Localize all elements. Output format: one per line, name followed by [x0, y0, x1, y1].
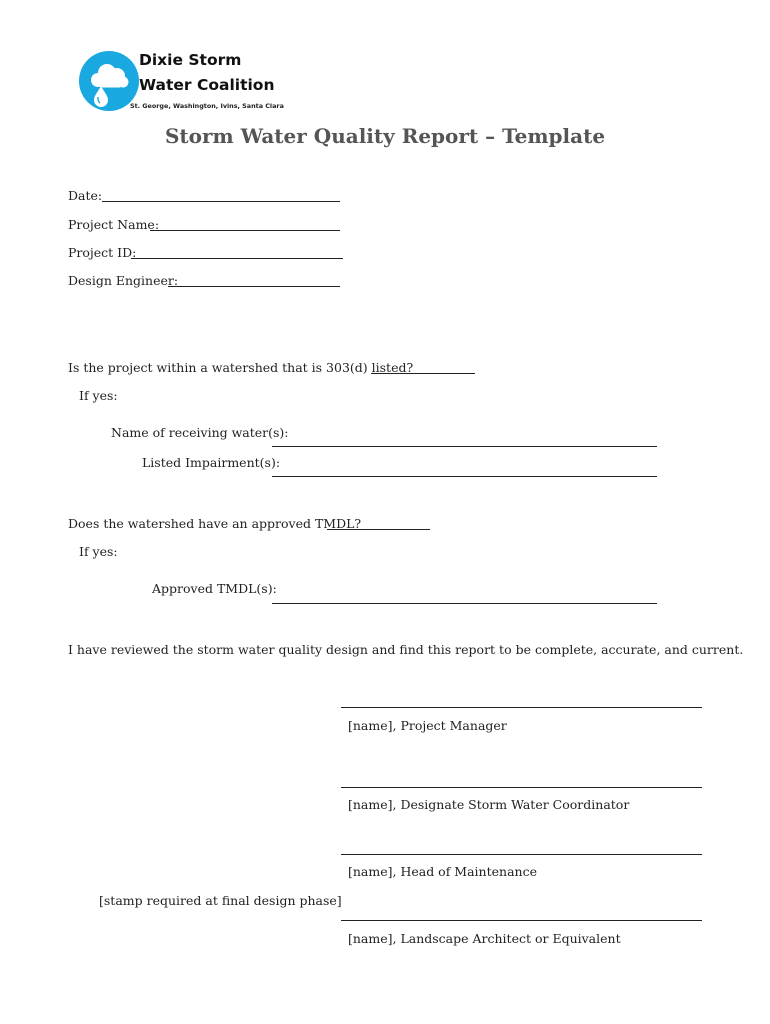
signature-line[interactable]	[341, 920, 702, 921]
signature-line[interactable]	[341, 854, 702, 855]
date-label: Date:	[68, 188, 103, 203]
project-id-label: Project ID:	[68, 245, 137, 260]
tmdl-question: Does the watershed have an approved TMDL?	[68, 516, 362, 531]
date-field[interactable]	[102, 201, 340, 202]
signature-label-project-manager: [name], Project Manager	[348, 718, 507, 733]
design-engineer-field[interactable]	[168, 286, 340, 287]
document-title: Storm Water Quality Report – Template	[164, 124, 606, 148]
receiving-water-field[interactable]	[272, 446, 657, 447]
receiving-water-label: Name of receiving water(s):	[111, 425, 289, 440]
signature-line[interactable]	[341, 707, 702, 708]
project-id-field[interactable]	[131, 258, 343, 259]
tmdl-answer-field[interactable]	[327, 529, 430, 530]
signature-label-landscape-architect: [name], Landscape Architect or Equivalent	[348, 931, 621, 946]
if-yes-label: If yes:	[79, 388, 118, 403]
watershed-303d-answer-field[interactable]	[371, 373, 475, 374]
listed-impairment-label: Listed Impairment(s):	[142, 455, 281, 470]
logo-name-line1: Dixie Storm	[139, 51, 242, 69]
project-name-label: Project Name:	[68, 217, 160, 232]
certification-statement: I have reviewed the storm water quality design and find this report to be complete, accurate, and current.	[68, 642, 744, 657]
listed-impairment-field[interactable]	[272, 476, 657, 477]
approved-tmdl-label: Approved TMDL(s):	[152, 581, 277, 596]
logo-subtitle: St. George, Washington, Ivins, Santa Clara	[130, 102, 284, 110]
watershed-303d-question: Is the project within a watershed that is 303(d) listed?	[68, 360, 414, 375]
stamp-note: [stamp required at final design phase]	[99, 893, 342, 908]
organization-logo	[78, 50, 284, 116]
design-engineer-label: Design Engineer:	[68, 273, 179, 288]
if-yes-label: If yes:	[79, 544, 118, 559]
signature-line[interactable]	[341, 787, 702, 788]
approved-tmdl-field[interactable]	[272, 603, 657, 604]
signature-label-storm-water-coordinator: [name], Designate Storm Water Coordinator	[348, 797, 630, 812]
logo-name-line2: Water Coalition	[139, 76, 275, 94]
signature-label-head-of-maintenance: [name], Head of Maintenance	[348, 864, 537, 879]
project-name-field[interactable]	[150, 230, 340, 231]
